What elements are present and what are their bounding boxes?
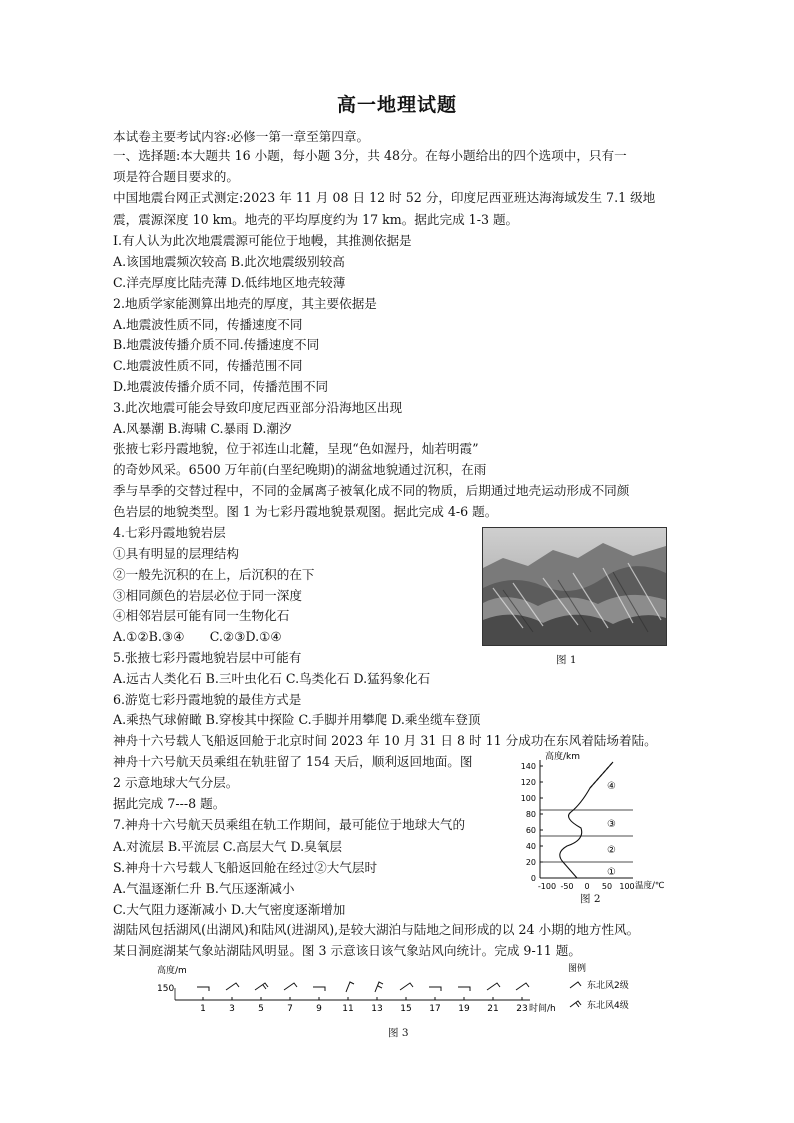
layer-1-label: ① [607, 867, 616, 878]
text-line: ④相邻岩层可能有同一生物化石 [113, 608, 290, 623]
danxia-landform-photo [482, 527, 667, 646]
text-line: 震，震源深度 10 km。地壳的平均厚度约为 17 km。据此完成 1-3 题。 [113, 212, 519, 227]
fig3-hour-tick: 7 [287, 1004, 293, 1014]
text-line: 季与旱季的交替过程中，不同的金属离子被氧化成不同的物质，后期通过地壳运动形成不同颜 [113, 483, 630, 498]
fig2-y-tick: 80 [525, 810, 536, 819]
text-line: 项是符合题目要求的。 [113, 169, 239, 184]
layer-2-label: ② [607, 845, 616, 856]
text-line: C.地震波性质不同，传播范围不同 [113, 358, 303, 373]
text-line: ②一般先沉积的在上，后沉积的在下 [113, 567, 315, 582]
text-line: A.乘热气球俯瞰 B.穿梭其中探险 C.手脚并用攀爬 D.乘坐缆车登顶 [113, 712, 481, 727]
text-line: 3.此次地震可能会导致印度尼西亚部分沿海地区出现 [113, 400, 403, 415]
text-line: 7.神舟十六号航天员乘组在轨工作期间，最可能位于地球大气的 [113, 817, 466, 832]
text-line: 2.地质学家能测算出地壳的厚度，其主要依据是 [113, 296, 377, 311]
text-line: 本试卷主要考试内容:必修一第一章至第四章。 [113, 129, 370, 144]
text-line: 5.张掖七彩丹霞地貌岩层中可能有 [113, 650, 302, 665]
text-line: A.地震波性质不同，传播速度不同 [113, 317, 303, 332]
figure3-caption: 图 3 [388, 1027, 409, 1039]
layer-3-label: ③ [607, 819, 616, 830]
fig2-x-tick: 50 [601, 882, 613, 891]
text-line: A.该国地震频次较高 B.此次地震级别较高 [113, 254, 345, 269]
fig3-hour-tick: 11 [342, 1004, 354, 1014]
layer-4-label: ④ [607, 781, 616, 792]
text-line: 6.游览七彩丹霞地貌的最佳方式是 [113, 692, 302, 707]
fig3-hour-tick: 15 [400, 1004, 412, 1014]
wind-barb [429, 987, 441, 991]
text-line: D.地震波传播介质不同，传播范围不同 [113, 379, 329, 394]
fig3-height-value: 150 [157, 984, 175, 994]
fig3-hour-tick: 19 [458, 1004, 470, 1014]
fig2-y-tick: 120 [520, 778, 536, 787]
text-line: A.①②B.③④ C.②③D.①④ [113, 629, 282, 644]
fig2-x-tick: 0 [584, 882, 590, 891]
fig2-ylabel: 高度/km [545, 752, 581, 762]
wind-barb [346, 982, 354, 992]
fig3-hour-tick: 1 [200, 1004, 206, 1014]
text-line: 一、选择题:本大题共 16 小题，每小题 3分，共 48分。在每小题给出的四个选项中，只有一 [113, 148, 627, 163]
wind-barb [255, 983, 268, 990]
fig2-y-tick: 140 [520, 762, 536, 771]
wind-barb [400, 983, 413, 990]
wind-barb [458, 987, 470, 991]
figure1-caption: 图 1 [556, 654, 577, 666]
text-line: 神舟十六号载人飞船返回舱于北京时间 2023 年 10 月 31 日 8 时 11 分成功在东风着陆场着陆。 [113, 733, 657, 748]
wind-barb [226, 983, 239, 990]
wind-barb [313, 987, 325, 991]
text-line: B.地震波传播介质不同.传播速度不同 [113, 337, 320, 352]
fig2-x-tick: 100 [619, 882, 635, 891]
wind-barb [197, 987, 209, 991]
text-line: 湖陆风包括湖风(出湖风)和陆风(进湖风),是较大湖泊与陆地之间形成的以 24 小期的地方性风。 [113, 922, 640, 937]
text-line: A.气温逐渐仁升 B.气压逐渐减小 [113, 881, 295, 896]
text-line: A.对流层 B.平流层 C.高层大气 D.臭氧层 [113, 839, 342, 854]
fig3-hour-tick: 23 [516, 1004, 528, 1014]
fig3-hour-tick: 21 [487, 1004, 499, 1014]
atmosphere-layers-chart [515, 748, 675, 898]
fig2-xlabel: 温度/℃ [635, 881, 665, 891]
lake-land-wind-chart [155, 962, 675, 1022]
text-line: 某日洞庭湖某气象站湖陆风明显。图 3 示意该日该气象站风向统计。完成 9-11 题。 [113, 943, 581, 958]
wind-barb [284, 983, 297, 990]
fig2-x-tick: -100 [537, 882, 557, 891]
text-line: C.洋壳厚度比陆壳薄 D.低纬地区地壳较薄 [113, 275, 346, 290]
fig2-x-tick: -50 [560, 882, 574, 891]
page-title: 高一地理试题 [336, 94, 457, 116]
fig2-y-tick: 40 [525, 842, 536, 851]
figure2-caption: 图 2 [580, 893, 601, 905]
legend-ne-4: 东北风4级 [587, 1001, 629, 1011]
text-line: ③相同颜色的岩层必位于同一深度 [113, 588, 302, 603]
fig2-y-tick: 20 [525, 858, 536, 867]
fig3-hour-tick: 5 [258, 1004, 264, 1014]
wind-barb [375, 982, 383, 992]
text-line: 中国地震台网正式测定:2023 年 11 月 08 日 12 时 52 分，印度尼西亚班达海海域发生 7.1 级地 [113, 190, 656, 205]
wind-barb [516, 983, 529, 990]
text-line: 张掖七彩丹霞地貌，位于祁连山北麓，呈现“色如渥丹，灿若明霞” [113, 441, 479, 456]
fig2-y-tick: 100 [520, 794, 536, 803]
text-line: C.大气阻力逐渐减小 D.大气密度逐渐增加 [113, 902, 346, 917]
fig3-hour-tick: 9 [316, 1004, 322, 1014]
text-line: ①具有明显的层理结构 [113, 546, 239, 561]
text-line: 据此完成 7---8 题。 [113, 796, 226, 811]
fig3-xlabel: 时间/h [529, 1004, 556, 1014]
fig3-hour-tick: 17 [429, 1004, 441, 1014]
text-line: 2 示意地球大气分层。 [113, 775, 239, 790]
text-line: I.有人认为此次地震震源可能位于地幔，其推测依据是 [113, 233, 412, 248]
text-line: 神舟十六号航天员乘组在轨驻留了 154 天后，顺利返回地面。图 [113, 754, 473, 769]
text-line: S.神舟十六号载人飞船返回舱在经过②大气层时 [113, 860, 378, 875]
fig3-ylabel: 高度/m [157, 966, 187, 976]
fig3-hour-tick: 13 [371, 1004, 383, 1014]
fig2-y-tick: 0 [530, 874, 536, 883]
fig3-legend-title: 图例 [568, 964, 587, 974]
text-line: 4.七彩丹霞地貌岩层 [113, 525, 226, 540]
legend-ne-2: 东北风2级 [587, 981, 629, 991]
text-line: A.远古人类化石 B.三叶虫化石 C.鸟类化石 D.猛犸象化石 [113, 671, 431, 686]
wind-barb [487, 983, 500, 990]
text-line: 色岩层的地貌类型。图 1 为七彩丹霞地貌景观图。据此完成 4-6 题。 [113, 504, 498, 519]
fig3-hour-tick: 3 [229, 1004, 235, 1014]
text-line: 的奇妙风采。6500 万年前(白垩纪晚期)的湖盆地貌通过沉积，在雨 [113, 462, 487, 477]
text-line: A.风暴潮 B.海啸 C.暴雨 D.潮汐 [113, 421, 292, 436]
fig2-y-tick: 60 [525, 826, 536, 835]
